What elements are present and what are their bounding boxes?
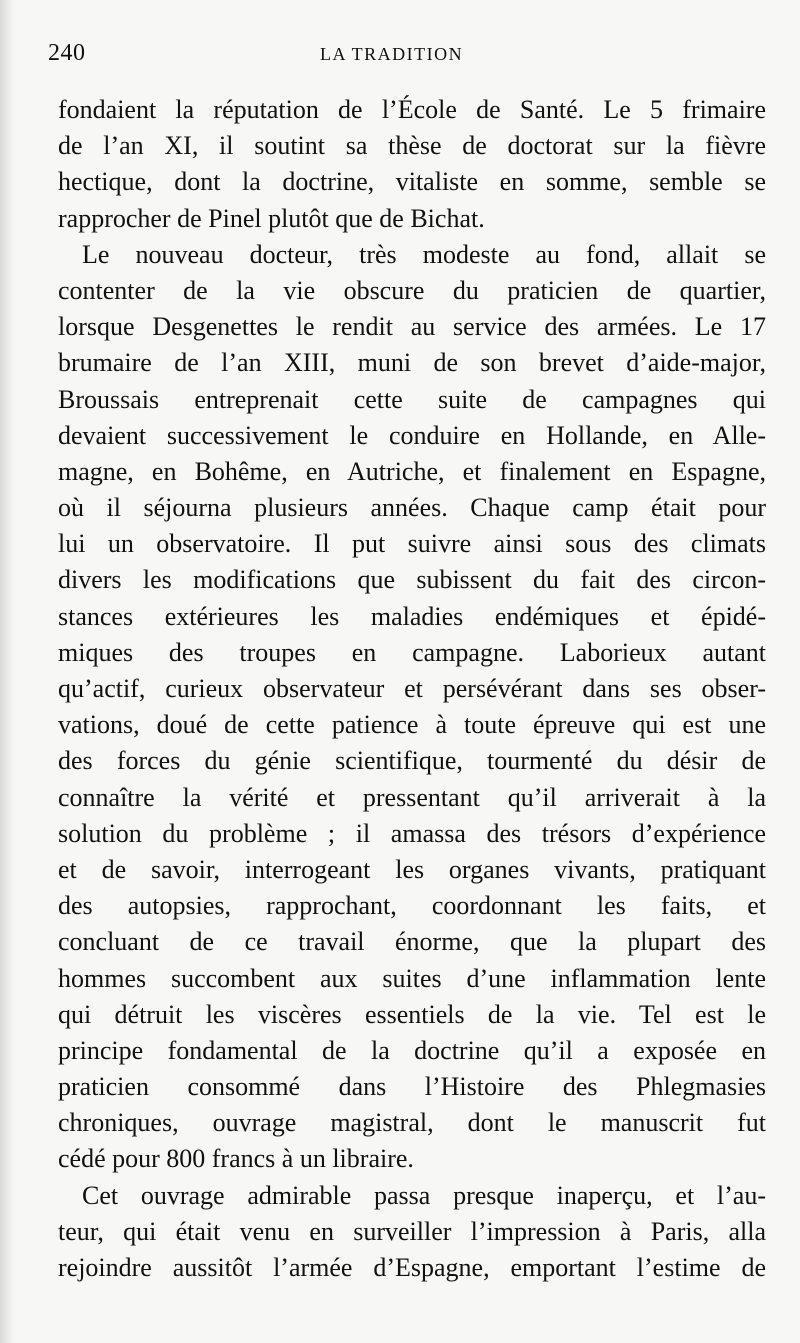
running-title: LA TRADITION [320, 44, 464, 64]
text-line: miques des troupes en campagne. Laborieux autant [58, 637, 766, 667]
text-line: qu’actif, curieux observateur et persévérant dans ses obser- [58, 674, 766, 703]
page-header [48, 40, 768, 76]
text-line: praticien consommé dans l’Histoire des Phlegmasies [58, 1072, 766, 1102]
text-line: Le nouveau docteur, très modeste au fond, allait se [82, 239, 766, 269]
text-line: qui détruit les viscères essentiels de la vie. Tel est le [58, 999, 766, 1029]
text-line: teur, qui était venu en surveiller l’impression à Paris, alla [58, 1216, 766, 1246]
text-line: rejoindre aussitôt l’armée d’Espagne, emportant l’estime de [58, 1253, 766, 1282]
text-line: lorsque Desgenettes le rendit au service des armées. Le 17 [58, 312, 766, 342]
page-number: 240 [48, 40, 86, 66]
text-line: Cet ouvrage admirable passa presque inaperçu, et l’au- [82, 1180, 766, 1210]
text-line: rapprocher de Pinel plutôt que de Bichat. [58, 203, 485, 233]
text-line: magne, en Bohême, en Autriche, et finalement en Espagne, [58, 456, 766, 486]
text-line: cédé pour 800 francs à un libraire. [58, 1144, 414, 1174]
text-line: où il séjourna plusieurs années. Chaque camp était pour [58, 493, 766, 523]
paragraph-3 [58, 1178, 766, 1287]
body-text [58, 92, 766, 1286]
text-line: de l’an XI, il soutint sa thèse de doctorat sur la fièvre [58, 131, 766, 161]
text-line: stances extérieures les maladies endémiques et épidé- [58, 601, 766, 631]
paragraph-1 [58, 92, 766, 237]
text-line: et de savoir, interrogeant les organes vivants, pratiquant [58, 854, 766, 884]
text-line: contenter de la vie obscure du praticien de quartier, [58, 275, 766, 305]
text-line: vations, doué de cette patience à toute épreuve qui est une [58, 710, 766, 740]
text-line: connaître la vérité et pressentant qu’il arriverait à la [58, 782, 766, 812]
text-line: solution du problème ; il amassa des trésors d’expérience [58, 818, 766, 848]
text-line: divers les modifications que subissent du fait des circon- [58, 565, 766, 595]
page-shadow-edge [0, 0, 14, 1343]
text-line: fondaient la réputation de l’École de Santé. Le 5 frimaire [58, 95, 766, 124]
paragraph-2 [58, 237, 766, 1178]
text-line: chroniques, ouvrage magistral, dont le manuscrit fut [58, 1108, 766, 1138]
text-line: des forces du génie scientifique, tourmenté du désir de [58, 746, 766, 776]
text-line: hectique, dont la doctrine, vitaliste en somme, semble se [58, 167, 766, 197]
text-line: brumaire de l’an XIII, muni de son brevet d’aide-major, [58, 348, 766, 378]
text-line: concluant de ce travail énorme, que la plupart des [58, 927, 766, 957]
text-line: Broussais entreprenait cette suite de campagnes qui [58, 384, 766, 414]
text-line: devaient successivement le conduire en Hollande, en Alle- [58, 420, 766, 450]
text-line: hommes succombent aux suites d’une inflammation lente [58, 963, 766, 993]
text-line: des autopsies, rapprochant, coordonnant les faits, et [58, 891, 766, 921]
text-line: lui un observatoire. Il put suivre ainsi sous des climats [58, 529, 766, 559]
text-line: principe fondamental de la doctrine qu’il a exposée en [58, 1035, 766, 1065]
